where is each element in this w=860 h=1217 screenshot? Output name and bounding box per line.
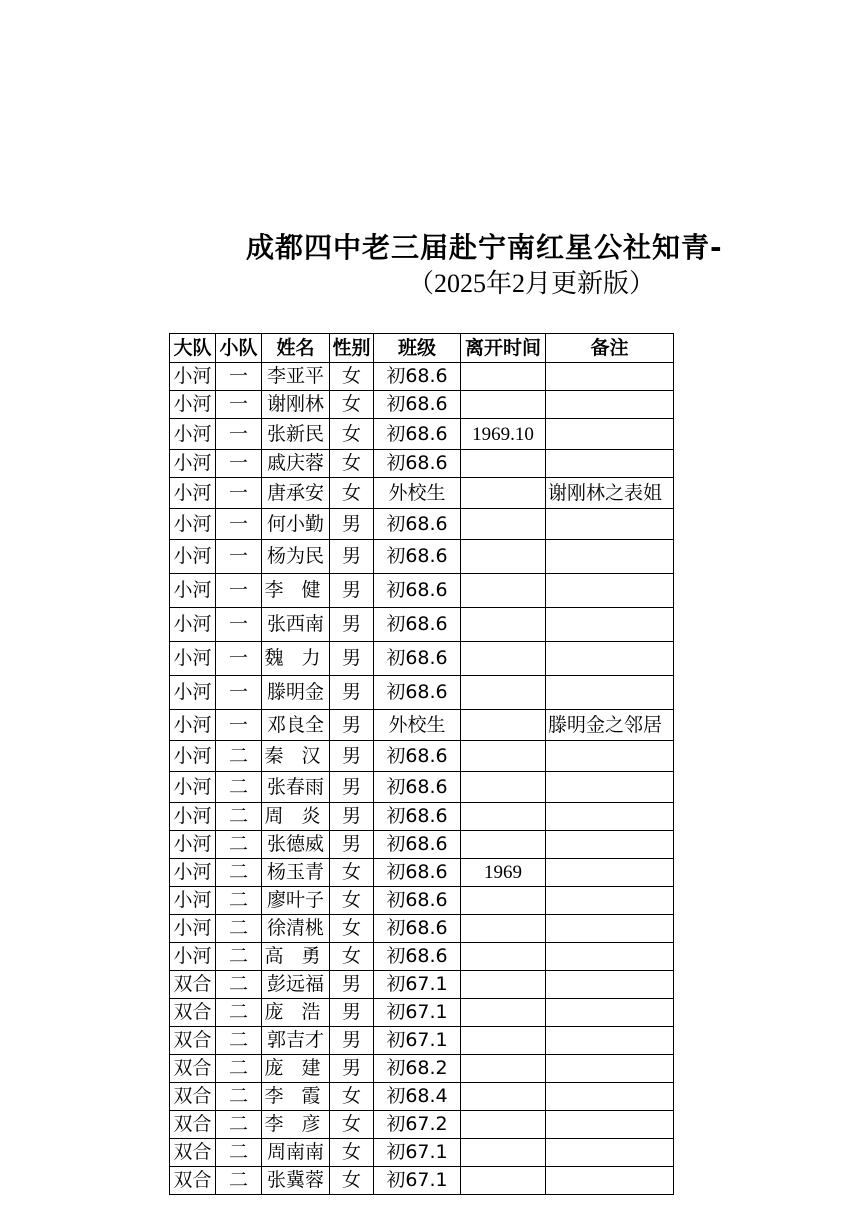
leave-time-cell <box>461 1139 546 1167</box>
table-row <box>170 642 674 676</box>
table-row <box>170 943 674 971</box>
name-cell: 张冀蓉 <box>262 1167 330 1195</box>
gender-cell: 男 <box>330 1027 374 1055</box>
team-cell: 一 <box>216 540 262 574</box>
table-row <box>170 859 674 887</box>
brigade-cell: 小河 <box>170 574 216 608</box>
leave-time-cell <box>461 1055 546 1083</box>
leave-time-cell <box>461 363 546 391</box>
brigade-cell: 小河 <box>170 642 216 676</box>
team-cell: 二 <box>216 1139 262 1167</box>
team-cell: 一 <box>216 509 262 540</box>
class-cell: 初67.1 <box>374 1139 461 1167</box>
table-row <box>170 887 674 915</box>
table-row <box>170 772 674 803</box>
class-cell: 初68.6 <box>374 574 461 608</box>
name-cell: 李 霞 <box>262 1083 330 1111</box>
name-cell: 杨为民 <box>262 540 330 574</box>
document-subtitle: （2025年2月更新版） <box>408 269 656 298</box>
name-cell: 彭远福 <box>262 971 330 999</box>
class-cell: 初68.4 <box>374 1083 461 1111</box>
table-row <box>170 540 674 574</box>
brigade-cell: 小河 <box>170 887 216 915</box>
table-row <box>170 999 674 1027</box>
gender-cell: 男 <box>330 540 374 574</box>
brigade-cell: 双合 <box>170 1167 216 1195</box>
leave-time-cell <box>461 540 546 574</box>
leave-time-cell <box>461 803 546 831</box>
gender-cell: 男 <box>330 710 374 741</box>
notes-cell <box>546 741 674 772</box>
leave-time-cell <box>461 1027 546 1055</box>
team-cell: 二 <box>216 803 262 831</box>
leave-time-cell <box>461 1111 546 1139</box>
brigade-cell: 小河 <box>170 943 216 971</box>
name-cell: 李 健 <box>262 574 330 608</box>
leave-time-cell <box>461 915 546 943</box>
name-cell: 徐清桃 <box>262 915 330 943</box>
column-header-gender: 性别 <box>330 334 374 363</box>
gender-cell: 女 <box>330 391 374 419</box>
name-cell: 郭吉才 <box>262 1027 330 1055</box>
name-cell: 李 彦 <box>262 1111 330 1139</box>
notes-cell <box>546 642 674 676</box>
team-cell: 一 <box>216 419 262 450</box>
team-cell: 二 <box>216 1083 262 1111</box>
notes-cell <box>546 887 674 915</box>
team-cell: 二 <box>216 971 262 999</box>
class-cell: 初68.6 <box>374 915 461 943</box>
class-cell: 外校生 <box>374 710 461 741</box>
leave-time-cell <box>461 676 546 710</box>
notes-cell <box>546 608 674 642</box>
table-row <box>170 478 674 509</box>
gender-cell: 女 <box>330 859 374 887</box>
leave-time-cell <box>461 741 546 772</box>
brigade-cell: 小河 <box>170 741 216 772</box>
brigade-cell: 小河 <box>170 859 216 887</box>
roster-table <box>169 333 674 1195</box>
name-cell: 滕明金 <box>262 676 330 710</box>
class-cell: 初68.6 <box>374 509 461 540</box>
notes-cell <box>546 803 674 831</box>
notes-cell: 滕明金之邻居 <box>546 710 674 741</box>
notes-cell <box>546 540 674 574</box>
gender-cell: 男 <box>330 676 374 710</box>
table-header-row <box>170 334 674 363</box>
gender-cell: 女 <box>330 1083 374 1111</box>
notes-cell <box>546 1167 674 1195</box>
column-header-brigade: 大队 <box>170 334 216 363</box>
leave-time-cell <box>461 509 546 540</box>
name-cell: 邓良全 <box>262 710 330 741</box>
leave-time-cell <box>461 478 546 509</box>
team-cell: 一 <box>216 574 262 608</box>
name-cell: 周南南 <box>262 1139 330 1167</box>
leave-time-cell <box>461 1083 546 1111</box>
table-row <box>170 1139 674 1167</box>
name-cell: 谢刚林 <box>262 391 330 419</box>
team-cell: 一 <box>216 363 262 391</box>
document-title: 成都四中老三届赴宁南红星公社知青- <box>246 231 723 264</box>
notes-cell <box>546 772 674 803</box>
brigade-cell: 双合 <box>170 1055 216 1083</box>
table-row <box>170 676 674 710</box>
gender-cell: 男 <box>330 509 374 540</box>
team-cell: 二 <box>216 831 262 859</box>
gender-cell: 女 <box>330 1139 374 1167</box>
gender-cell: 男 <box>330 574 374 608</box>
class-cell: 外校生 <box>374 478 461 509</box>
brigade-cell: 双合 <box>170 971 216 999</box>
gender-cell: 女 <box>330 1111 374 1139</box>
table-row <box>170 391 674 419</box>
brigade-cell: 小河 <box>170 676 216 710</box>
notes-cell <box>546 676 674 710</box>
team-cell: 一 <box>216 450 262 478</box>
class-cell: 初68.6 <box>374 831 461 859</box>
team-cell: 二 <box>216 1167 262 1195</box>
leave-time-cell: 1969.10 <box>461 419 546 450</box>
gender-cell: 女 <box>330 915 374 943</box>
gender-cell: 男 <box>330 999 374 1027</box>
table-row <box>170 419 674 450</box>
notes-cell <box>546 1083 674 1111</box>
class-cell: 初68.6 <box>374 450 461 478</box>
class-cell: 初67.1 <box>374 971 461 999</box>
column-header-class: 班级 <box>374 334 461 363</box>
brigade-cell: 双合 <box>170 999 216 1027</box>
notes-cell <box>546 999 674 1027</box>
class-cell: 初68.6 <box>374 741 461 772</box>
leave-time-cell <box>461 971 546 999</box>
gender-cell: 男 <box>330 741 374 772</box>
leave-time-cell <box>461 574 546 608</box>
column-header-notes: 备注 <box>546 334 674 363</box>
team-cell: 二 <box>216 859 262 887</box>
leave-time-cell <box>461 710 546 741</box>
class-cell: 初67.1 <box>374 1167 461 1195</box>
gender-cell: 男 <box>330 971 374 999</box>
brigade-cell: 小河 <box>170 772 216 803</box>
name-cell: 周 炎 <box>262 803 330 831</box>
table-row <box>170 741 674 772</box>
notes-cell <box>546 915 674 943</box>
class-cell: 初68.6 <box>374 363 461 391</box>
notes-cell <box>546 1111 674 1139</box>
gender-cell: 男 <box>330 608 374 642</box>
column-header-leave-time: 离开时间 <box>461 334 546 363</box>
team-cell: 二 <box>216 943 262 971</box>
brigade-cell: 小河 <box>170 915 216 943</box>
team-cell: 二 <box>216 1055 262 1083</box>
brigade-cell: 小河 <box>170 509 216 540</box>
name-cell: 杨玉青 <box>262 859 330 887</box>
gender-cell: 女 <box>330 478 374 509</box>
class-cell: 初67.1 <box>374 1027 461 1055</box>
team-cell: 一 <box>216 608 262 642</box>
name-cell: 秦 汉 <box>262 741 330 772</box>
gender-cell: 男 <box>330 772 374 803</box>
class-cell: 初68.6 <box>374 772 461 803</box>
gender-cell: 男 <box>330 642 374 676</box>
notes-cell <box>546 859 674 887</box>
brigade-cell: 小河 <box>170 803 216 831</box>
table-row <box>170 971 674 999</box>
name-cell: 张春雨 <box>262 772 330 803</box>
gender-cell: 女 <box>330 887 374 915</box>
name-cell: 何小勤 <box>262 509 330 540</box>
leave-time-cell <box>461 772 546 803</box>
name-cell: 廖叶子 <box>262 887 330 915</box>
notes-cell <box>546 971 674 999</box>
class-cell: 初68.6 <box>374 419 461 450</box>
class-cell: 初68.6 <box>374 540 461 574</box>
team-cell: 二 <box>216 999 262 1027</box>
name-cell: 戚庆蓉 <box>262 450 330 478</box>
table-row <box>170 1167 674 1195</box>
notes-cell <box>546 419 674 450</box>
leave-time-cell <box>461 391 546 419</box>
notes-cell <box>546 363 674 391</box>
table-row <box>170 608 674 642</box>
brigade-cell: 小河 <box>170 419 216 450</box>
gender-cell: 女 <box>330 943 374 971</box>
class-cell: 初68.6 <box>374 391 461 419</box>
name-cell: 高 勇 <box>262 943 330 971</box>
name-cell: 唐承安 <box>262 478 330 509</box>
table-row <box>170 1111 674 1139</box>
class-cell: 初68.6 <box>374 943 461 971</box>
gender-cell: 女 <box>330 1167 374 1195</box>
team-cell: 二 <box>216 915 262 943</box>
table-row <box>170 710 674 741</box>
brigade-cell: 小河 <box>170 363 216 391</box>
leave-time-cell <box>461 1167 546 1195</box>
brigade-cell: 小河 <box>170 710 216 741</box>
gender-cell: 女 <box>330 363 374 391</box>
class-cell: 初68.6 <box>374 859 461 887</box>
notes-cell <box>546 509 674 540</box>
brigade-cell: 双合 <box>170 1139 216 1167</box>
notes-cell <box>546 450 674 478</box>
table-row <box>170 831 674 859</box>
class-cell: 初68.6 <box>374 608 461 642</box>
team-cell: 一 <box>216 391 262 419</box>
brigade-cell: 小河 <box>170 831 216 859</box>
brigade-cell: 小河 <box>170 450 216 478</box>
brigade-cell: 双合 <box>170 1083 216 1111</box>
brigade-cell: 双合 <box>170 1111 216 1139</box>
gender-cell: 男 <box>330 1055 374 1083</box>
team-cell: 二 <box>216 772 262 803</box>
team-cell: 二 <box>216 1111 262 1139</box>
leave-time-cell <box>461 887 546 915</box>
class-cell: 初68.6 <box>374 676 461 710</box>
name-cell: 张德威 <box>262 831 330 859</box>
leave-time-cell <box>461 943 546 971</box>
team-cell: 二 <box>216 1027 262 1055</box>
gender-cell: 女 <box>330 419 374 450</box>
leave-time-cell <box>461 831 546 859</box>
gender-cell: 男 <box>330 803 374 831</box>
leave-time-cell <box>461 450 546 478</box>
table-row <box>170 363 674 391</box>
brigade-cell: 双合 <box>170 1027 216 1055</box>
table-row <box>170 803 674 831</box>
leave-time-cell: 1969 <box>461 859 546 887</box>
brigade-cell: 小河 <box>170 478 216 509</box>
brigade-cell: 小河 <box>170 391 216 419</box>
team-cell: 一 <box>216 710 262 741</box>
class-cell: 初68.6 <box>374 803 461 831</box>
notes-cell <box>546 1027 674 1055</box>
table-row <box>170 509 674 540</box>
leave-time-cell <box>461 642 546 676</box>
notes-cell <box>546 831 674 859</box>
team-cell: 一 <box>216 642 262 676</box>
name-cell: 张西南 <box>262 608 330 642</box>
class-cell: 初68.6 <box>374 642 461 676</box>
class-cell: 初67.2 <box>374 1111 461 1139</box>
class-cell: 初68.6 <box>374 887 461 915</box>
name-cell: 魏 力 <box>262 642 330 676</box>
name-cell: 张新民 <box>262 419 330 450</box>
notes-cell <box>546 391 674 419</box>
name-cell: 庞 浩 <box>262 999 330 1027</box>
gender-cell: 男 <box>330 831 374 859</box>
team-cell: 一 <box>216 676 262 710</box>
notes-cell <box>546 1055 674 1083</box>
team-cell: 二 <box>216 741 262 772</box>
notes-cell <box>546 943 674 971</box>
table-row <box>170 1083 674 1111</box>
brigade-cell: 小河 <box>170 608 216 642</box>
team-cell: 二 <box>216 887 262 915</box>
table-row <box>170 574 674 608</box>
column-header-name: 姓名 <box>262 334 330 363</box>
column-header-team: 小队 <box>216 334 262 363</box>
gender-cell: 女 <box>330 450 374 478</box>
brigade-cell: 小河 <box>170 540 216 574</box>
table-row <box>170 1027 674 1055</box>
team-cell: 一 <box>216 478 262 509</box>
name-cell: 李亚平 <box>262 363 330 391</box>
class-cell: 初68.2 <box>374 1055 461 1083</box>
table-row <box>170 1055 674 1083</box>
class-cell: 初67.1 <box>374 999 461 1027</box>
name-cell: 庞 建 <box>262 1055 330 1083</box>
notes-cell <box>546 574 674 608</box>
table-row <box>170 450 674 478</box>
leave-time-cell <box>461 608 546 642</box>
notes-cell <box>546 1139 674 1167</box>
table-row <box>170 915 674 943</box>
leave-time-cell <box>461 999 546 1027</box>
notes-cell: 谢刚林之表姐 <box>546 478 674 509</box>
